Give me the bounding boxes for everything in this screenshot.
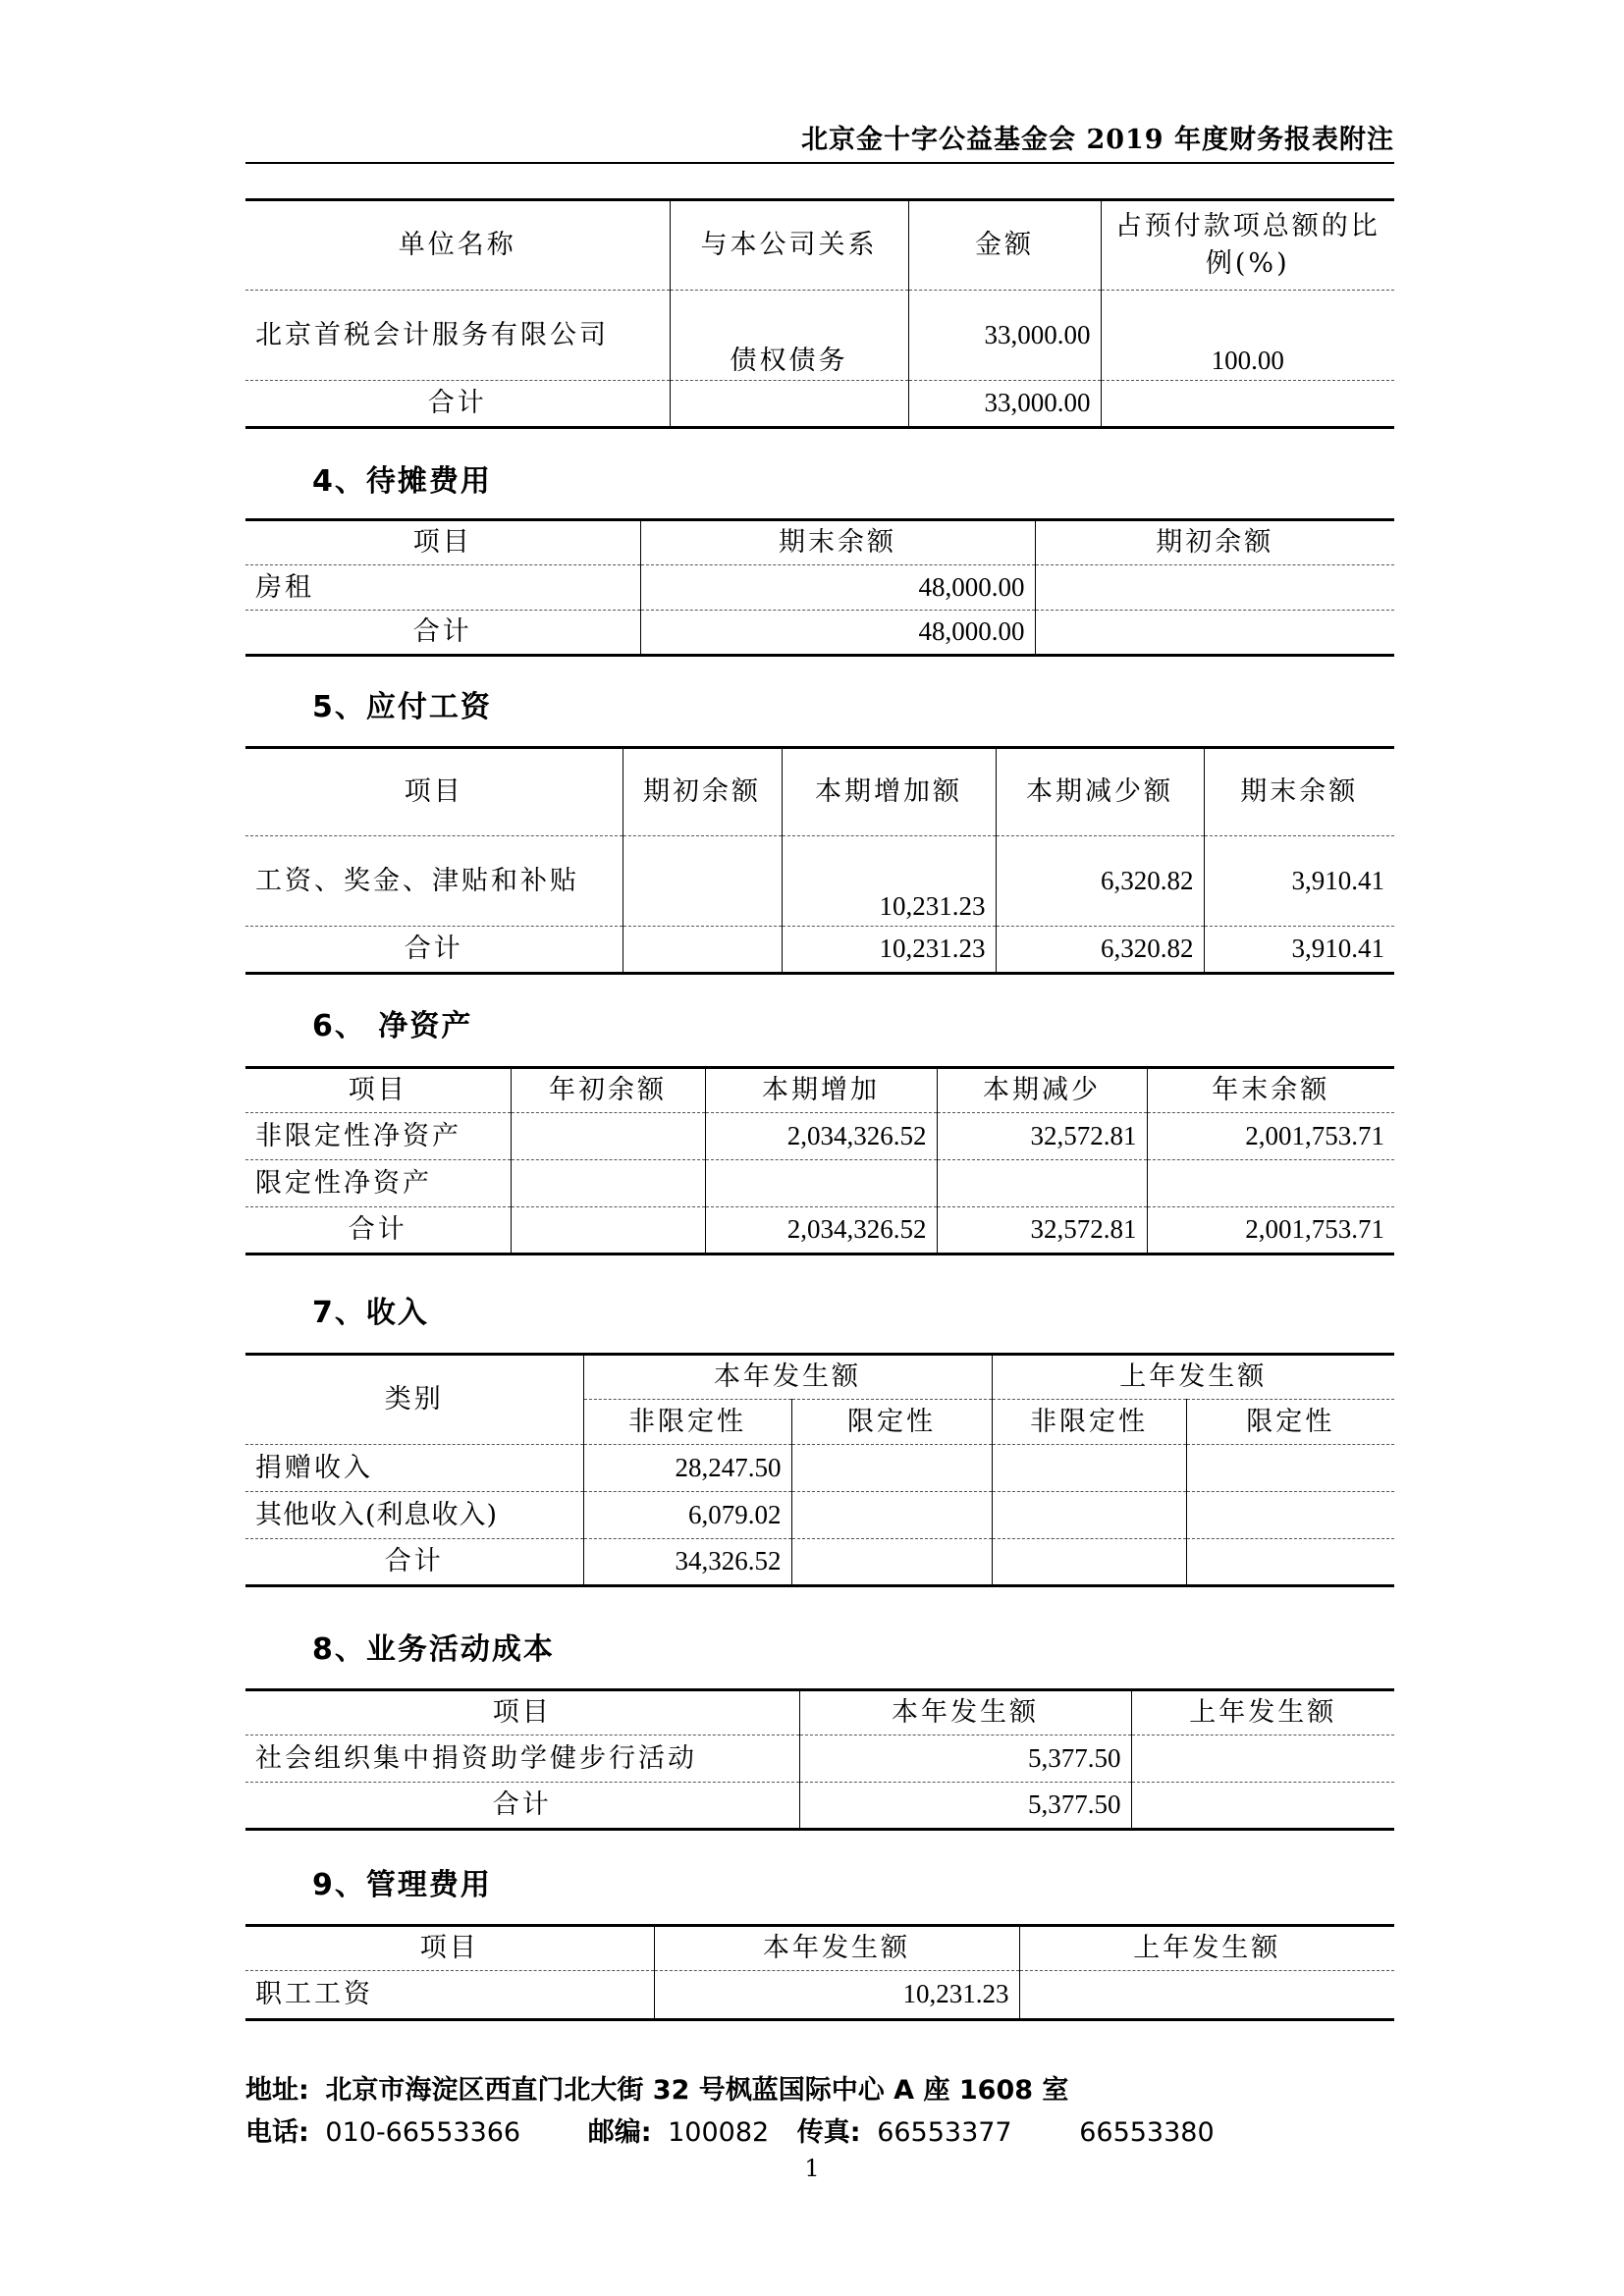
fax-value-2: 66553380 — [1079, 2117, 1215, 2148]
section-heading-5: 5、应付工资 — [312, 690, 492, 724]
wages-payable-section — [245, 746, 1394, 975]
cell-prior-unrestricted — [992, 1492, 1186, 1539]
section-heading-7: 7、收入 — [312, 1296, 429, 1330]
col-header-current-year: 本年发生额 — [799, 1690, 1131, 1735]
cell-prior-year — [1131, 1735, 1394, 1783]
cell-prior-unrestricted — [992, 1445, 1186, 1492]
cell-total-end: 48,000.00 — [640, 611, 1035, 656]
table-row — [245, 565, 1394, 611]
col-header-prior-year: 上年发生额 — [1019, 1926, 1394, 1971]
cell-prior-year — [1019, 1971, 1394, 2020]
cell-end: 2,001,753.71 — [1147, 1113, 1394, 1160]
income-table — [245, 1353, 1394, 1587]
cell-start — [511, 1113, 705, 1160]
table-row — [245, 836, 1394, 927]
cell-item: 职工工资 — [245, 1971, 654, 2020]
table-total-row — [245, 611, 1394, 656]
cell-decrease: 32,572.81 — [937, 1113, 1147, 1160]
col-header-current-year: 本年发生额 — [654, 1926, 1019, 1971]
col-header-item: 项目 — [245, 748, 623, 836]
cell-total-start — [623, 927, 782, 974]
col-header-unit-name: 单位名称 — [245, 200, 670, 291]
cell-total-decrease: 32,572.81 — [937, 1207, 1147, 1255]
col-header-current-year: 本年发生额 — [583, 1355, 992, 1400]
cell-total-label: 合计 — [245, 1783, 799, 1830]
cell-decrease — [937, 1160, 1147, 1207]
cell-total-label: 合计 — [245, 1539, 583, 1586]
cell-start — [623, 836, 782, 927]
cell-total-current-restricted — [791, 1539, 992, 1586]
table-total-row — [245, 1539, 1394, 1586]
prepayment-table — [245, 198, 1394, 429]
table-total-row — [245, 381, 1394, 428]
cell-total-current-unrestricted: 34,326.52 — [583, 1539, 791, 1586]
cell-total-label: 合计 — [245, 927, 623, 974]
col-header-prior-year: 上年发生额 — [1131, 1690, 1394, 1735]
table-total-row — [245, 927, 1394, 974]
fax-value-1: 66553377 — [877, 2117, 1012, 2148]
col-header-amount: 金额 — [908, 200, 1101, 291]
table-row — [245, 1160, 1394, 1207]
business-cost-section — [245, 1688, 1394, 1831]
cell-relation: 债权债务 — [670, 291, 908, 381]
cell-start — [511, 1160, 705, 1207]
cell-total-label: 合计 — [245, 1207, 511, 1255]
cell-current-restricted — [791, 1492, 992, 1539]
cell-item: 房租 — [245, 565, 640, 611]
phone-label: 电话: — [245, 2117, 309, 2148]
table-total-row — [245, 1783, 1394, 1830]
col-header-decrease: 本期减少额 — [996, 748, 1204, 836]
cell-total-label: 合计 — [245, 611, 640, 656]
table-row — [245, 1113, 1394, 1160]
cell-total-current-year: 5,377.50 — [799, 1783, 1131, 1830]
col-header-item: 项目 — [245, 1690, 799, 1735]
col-header-item: 项目 — [245, 1068, 511, 1113]
cell-end: 3,910.41 — [1204, 836, 1394, 927]
section-heading-8: 8、业务活动成本 — [312, 1632, 555, 1667]
cell-total-prior-unrestricted — [992, 1539, 1186, 1586]
col-header-start-balance: 年初余额 — [511, 1068, 705, 1113]
cell-current-unrestricted: 6,079.02 — [583, 1492, 791, 1539]
col-header-category: 类别 — [245, 1355, 583, 1445]
prepaid-expenses-section — [245, 518, 1394, 657]
section-heading-6: 6、 净资产 — [312, 1009, 473, 1043]
cell-total-end: 3,910.41 — [1204, 927, 1394, 974]
col-header-end-balance: 年末余额 — [1147, 1068, 1394, 1113]
footer-contact — [245, 2110, 1222, 2149]
col-header-end-balance: 期末余额 — [1204, 748, 1394, 836]
net-assets-section — [245, 1066, 1394, 1255]
cell-total-label: 合计 — [245, 381, 670, 428]
postcode-label: 邮编: — [587, 2117, 652, 2148]
col-header-prior-unrestricted: 非限定性 — [992, 1400, 1186, 1445]
cell-prior-restricted — [1186, 1445, 1394, 1492]
cell-current-restricted — [791, 1445, 992, 1492]
col-header-end-balance: 期末余额 — [640, 520, 1035, 565]
table-row — [245, 1445, 1394, 1492]
header-rule — [245, 162, 1394, 164]
col-header-current-unrestricted: 非限定性 — [583, 1400, 791, 1445]
table-row — [245, 291, 1394, 381]
col-header-item: 项目 — [245, 1926, 654, 1971]
cell-increase — [705, 1160, 937, 1207]
cell-current-unrestricted: 28,247.50 — [583, 1445, 791, 1492]
cell-end — [1147, 1160, 1394, 1207]
footer-address — [245, 2068, 1076, 2107]
address-value: 北京市海淀区西直门北大街 32 号枫蓝国际中心 A 座 1608 室 — [325, 2075, 1069, 2106]
cell-current-year: 5,377.50 — [799, 1735, 1131, 1783]
cell-prior-restricted — [1186, 1492, 1394, 1539]
cell-total-amount: 33,000.00 — [908, 381, 1101, 428]
wages-payable-table — [245, 746, 1394, 975]
table-row — [245, 1971, 1394, 2020]
col-header-start-balance: 期初余额 — [1035, 520, 1394, 565]
address-label: 地址: — [245, 2075, 309, 2106]
prepayment-table-section — [245, 198, 1394, 429]
cell-item: 捐赠收入 — [245, 1445, 583, 1492]
income-section — [245, 1353, 1394, 1587]
col-header-ratio: 占预付款项总额的比例(%) — [1101, 200, 1394, 291]
cell-total-prior-restricted — [1186, 1539, 1394, 1586]
admin-expenses-table — [245, 1924, 1394, 2021]
table-row — [245, 1735, 1394, 1783]
cell-total-increase: 10,231.23 — [782, 927, 996, 974]
col-header-relation: 与本公司关系 — [670, 200, 908, 291]
cell-increase: 2,034,326.52 — [705, 1113, 937, 1160]
cell-unit-name: 北京首税会计服务有限公司 — [245, 291, 670, 381]
section-heading-4: 4、待摊费用 — [312, 464, 492, 499]
col-header-increase: 本期增加额 — [782, 748, 996, 836]
net-assets-table — [245, 1066, 1394, 1255]
cell-total-start — [511, 1207, 705, 1255]
page-header: 北京金十字公益基金会 2019 年度财务报表附注 — [801, 125, 1394, 155]
cell-item: 限定性净资产 — [245, 1160, 511, 1207]
admin-expenses-section — [245, 1924, 1394, 2021]
cell-total-prior-year — [1131, 1783, 1394, 1830]
cell-total-decrease: 6,320.82 — [996, 927, 1204, 974]
table-total-row — [245, 1207, 1394, 1255]
page-number: 1 — [804, 2155, 820, 2182]
cell-item: 非限定性净资产 — [245, 1113, 511, 1160]
cell-ratio: 100.00 — [1101, 291, 1394, 381]
fax-label: 传真: — [796, 2117, 861, 2148]
table-row — [245, 1492, 1394, 1539]
col-header-prior-restricted: 限定性 — [1186, 1400, 1394, 1445]
cell-item: 工资、奖金、津贴和补贴 — [245, 836, 623, 927]
col-header-current-restricted: 限定性 — [791, 1400, 992, 1445]
postcode-value: 100082 — [668, 2117, 770, 2148]
cell-increase: 10,231.23 — [782, 836, 996, 927]
phone-value: 010-66553366 — [325, 2117, 521, 2148]
cell-amount: 33,000.00 — [908, 291, 1101, 381]
cell-total-start — [1035, 611, 1394, 656]
business-cost-table — [245, 1688, 1394, 1831]
cell-current-year: 10,231.23 — [654, 1971, 1019, 2020]
cell-decrease: 6,320.82 — [996, 836, 1204, 927]
col-header-item: 项目 — [245, 520, 640, 565]
cell-start-balance — [1035, 565, 1394, 611]
col-header-increase: 本期增加 — [705, 1068, 937, 1113]
prepaid-expenses-table — [245, 518, 1394, 657]
cell-item: 其他收入(利息收入) — [245, 1492, 583, 1539]
section-heading-9: 9、管理费用 — [312, 1868, 492, 1902]
col-header-start-balance: 期初余额 — [623, 748, 782, 836]
col-header-decrease: 本期减少 — [937, 1068, 1147, 1113]
cell-item: 社会组织集中捐资助学健步行活动 — [245, 1735, 799, 1783]
col-header-prior-year: 上年发生额 — [992, 1355, 1394, 1400]
cell-total-increase: 2,034,326.52 — [705, 1207, 937, 1255]
cell-total-end: 2,001,753.71 — [1147, 1207, 1394, 1255]
cell-end-balance: 48,000.00 — [640, 565, 1035, 611]
